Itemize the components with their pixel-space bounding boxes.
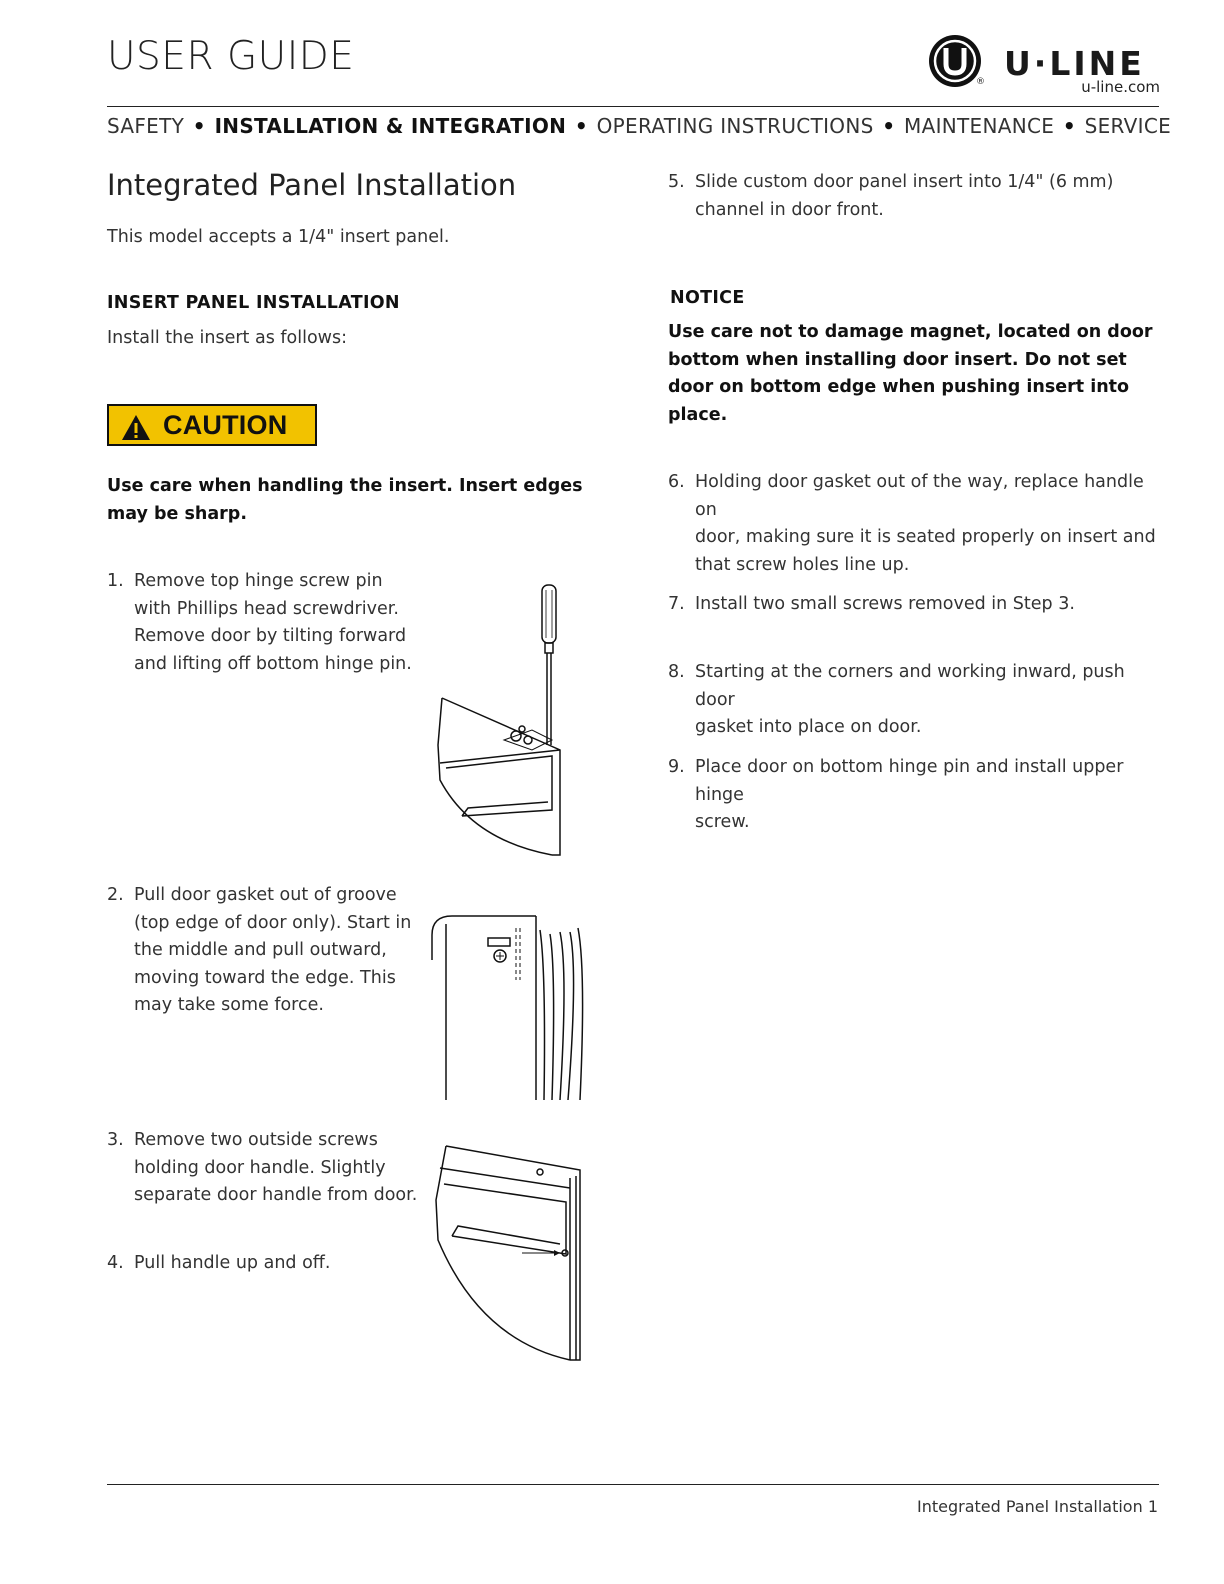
nav-separator: • — [882, 114, 896, 138]
caution-text-line: Use care when handling the insert. Insert edges — [107, 476, 583, 496]
step-line: holding door handle. Slightly — [134, 1157, 386, 1178]
brand-logo — [928, 34, 1160, 96]
step-3 — [107, 1127, 427, 1217]
step-9 — [668, 754, 1168, 832]
step-line: with Phillips head screwdriver. — [134, 598, 399, 619]
step-line: Install two small screws removed in Step 3. — [695, 594, 1075, 614]
handle-screw-figure — [430, 1140, 590, 1370]
step-line: Pull door gasket out of groove — [134, 885, 397, 905]
warning-triangle-icon — [121, 414, 151, 441]
notice-line: door on bottom edge when pushing insert into — [668, 377, 1130, 397]
notice-text — [668, 319, 1153, 429]
step-number: 4. — [107, 1253, 124, 1273]
step-8 — [668, 659, 1168, 737]
step-7 — [668, 591, 1168, 621]
step-number: 1. — [107, 571, 124, 591]
caution-text-line: may be sharp. — [107, 503, 247, 524]
notice-line: place. — [668, 404, 728, 425]
step-number: 8. — [668, 662, 685, 682]
intro-text: This model accepts a 1/4" insert panel. — [107, 227, 450, 247]
caution-label: CAUTION — [163, 410, 288, 440]
step-line: the middle and pull outward, — [134, 940, 387, 960]
nav-item-service[interactable]: SERVICE — [1084, 114, 1172, 138]
footer-rule — [107, 1484, 1159, 1485]
step-line: Pull handle up and off. — [134, 1253, 331, 1273]
notice-line: Use care not to damage magnet, located on door — [668, 322, 1153, 342]
step-line: may take some force. — [134, 995, 324, 1015]
hinge-screwdriver-figure — [432, 580, 572, 860]
step-line: and lifting off bottom hinge pin. — [134, 653, 412, 674]
step-line: Place door on bottom hinge pin and install upper hinge — [695, 757, 1124, 805]
step-number: 3. — [107, 1130, 124, 1150]
step-number: 5. — [668, 172, 685, 192]
brand-wordmark: U·LINE — [1004, 44, 1145, 83]
document-title: USER GUIDE — [107, 34, 355, 79]
caution-text — [107, 473, 583, 528]
gasket-pull-figure — [428, 910, 593, 1105]
step-line: Remove top hinge screw pin — [134, 571, 383, 591]
step-2 — [107, 882, 427, 1032]
notice-line: bottom when installing door insert. Do not set — [668, 349, 1127, 370]
step-number: 7. — [668, 594, 685, 614]
step-line: Starting at the corners and working inward, push door — [695, 662, 1125, 710]
step-number: 2. — [107, 885, 124, 905]
caution-badge — [107, 404, 317, 446]
step-number: 9. — [668, 757, 685, 777]
step-line: Remove two outside screws — [134, 1130, 378, 1150]
step-line: (top edge of door only). Start in — [134, 912, 412, 933]
step-line: screw. — [695, 812, 750, 832]
brand-url: u-line.com — [1081, 78, 1160, 96]
nav-separator: • — [1062, 114, 1076, 138]
nav-item-maintenance[interactable]: MAINTENANCE — [904, 114, 1055, 138]
notice-heading: NOTICE — [670, 288, 745, 308]
step-4 — [107, 1250, 427, 1280]
step-line: separate door handle from door. — [134, 1185, 418, 1205]
step-line: Remove door by tilting forward — [134, 626, 407, 646]
nav-item-operating[interactable]: OPERATING INSTRUCTIONS — [596, 114, 874, 138]
step-line: moving toward the edge. This — [134, 967, 396, 988]
step-line: that screw holes line up. — [695, 554, 910, 575]
section-nav — [107, 114, 1172, 138]
nav-item-safety[interactable]: SAFETY — [107, 114, 185, 138]
step-1 — [107, 568, 427, 688]
step-line: Holding door gasket out of the way, replace handle on — [695, 472, 1144, 520]
nav-separator: • — [574, 114, 588, 138]
step-line: gasket into place on door. — [695, 717, 922, 737]
step-line: channel in door front. — [695, 199, 884, 220]
step-5 — [668, 169, 1168, 229]
step-line: Slide custom door panel insert into 1/4" (6 mm) — [695, 172, 1114, 192]
step-6 — [668, 469, 1168, 575]
nav-item-installation[interactable]: INSTALLATION & INTEGRATION — [214, 114, 567, 138]
nav-separator: • — [192, 114, 206, 138]
header-rule — [107, 106, 1159, 107]
registered-mark: ® — [976, 77, 985, 87]
step-line: door, making sure it is seated properly on insert and — [695, 527, 1156, 547]
page-title: Integrated Panel Installation — [107, 168, 517, 202]
section-intro: Install the insert as follows: — [107, 328, 348, 348]
footer-page-label: Integrated Panel Installation 1 — [916, 1497, 1158, 1516]
step-number: 6. — [668, 472, 685, 492]
section-heading: INSERT PANEL INSTALLATION — [107, 293, 400, 313]
